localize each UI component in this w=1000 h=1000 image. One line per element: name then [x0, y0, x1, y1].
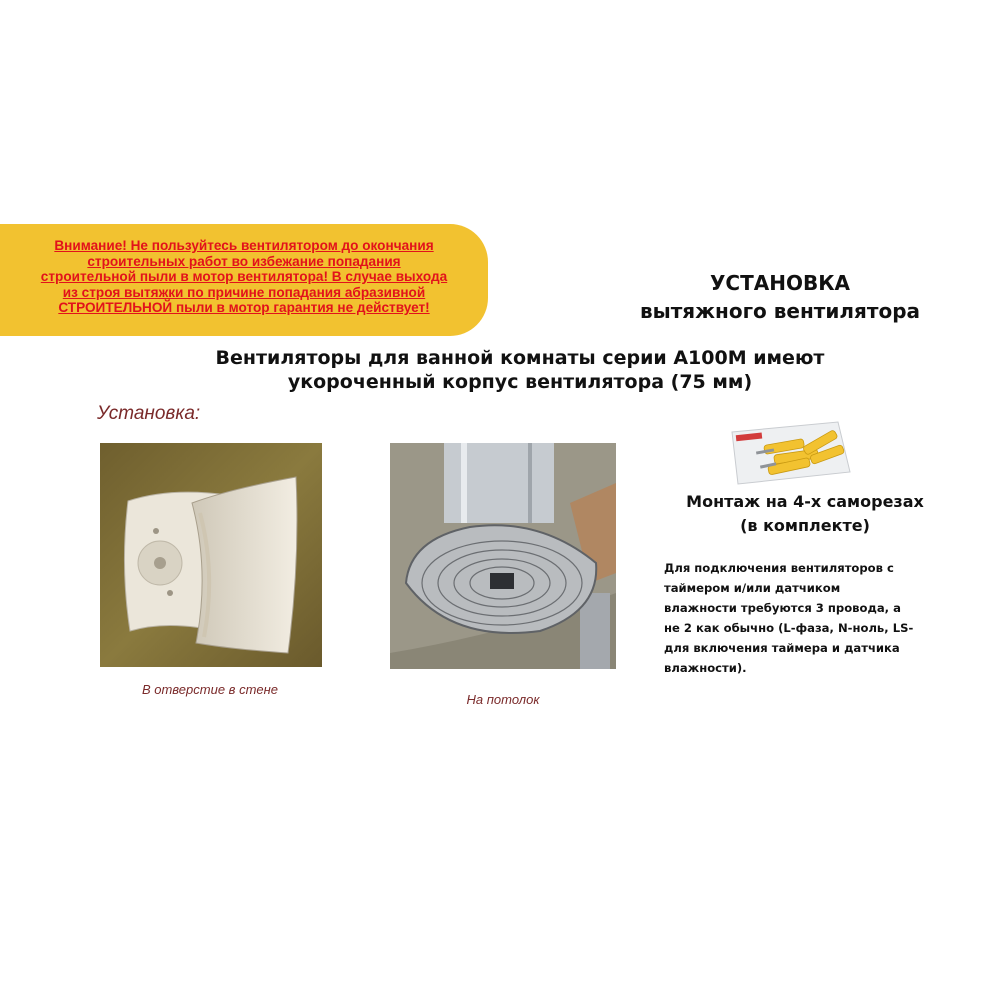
mounting-line: Монтаж на 4-х саморезах: [686, 492, 924, 511]
warning-line: СТРОИТЕЛЬНОЙ пыли в мотор гарантия не действует!: [58, 300, 430, 316]
warning-line: Внимание! Не пользуйтесь вентилятором до окончания: [54, 238, 434, 253]
wiring-line: влажности).: [664, 661, 747, 675]
warning-line: строительных работ во избежание попадания: [87, 253, 401, 269]
mounting-line: (в комплекте): [740, 516, 870, 535]
wiring-line: влажности требуются 3 провода, а: [664, 601, 901, 615]
wiring-line: для включения таймера и датчика: [664, 641, 900, 655]
warning-text: [6, 238, 482, 316]
page-title: УСТАНОВКА: [709, 271, 851, 295]
screws-bag-image: [728, 420, 852, 486]
wall-install-caption: В отверстие в стене: [141, 682, 279, 697]
wiring-line: не 2 как обычно (L-фаза, N-ноль, LS-: [664, 621, 914, 635]
ceiling-install-photo: [390, 443, 616, 669]
wall-install-photo: [100, 443, 322, 667]
series-note: [100, 346, 940, 394]
wiring-line: Для подключения вентиляторов с: [664, 561, 894, 575]
installation-label: Установка:: [97, 403, 201, 424]
page-title-sub: вытяжного вентилятора: [639, 299, 921, 323]
warning-line: строительной пыли в мотор вентилятора! В случае выхода: [40, 269, 448, 285]
mounting-info: [660, 490, 950, 538]
series-note-line: укороченный корпус вентилятора (75 мм): [287, 371, 753, 393]
ceiling-install-caption: На потолок: [466, 692, 540, 707]
wiring-line: таймером и/или датчиком: [664, 581, 841, 595]
series-note-line: Вентиляторы для ванной комнаты серии A100M имеют: [215, 347, 825, 369]
warning-line: из строя вытяжки по причине попадания абразивной: [62, 284, 426, 300]
wiring-info: [664, 558, 940, 678]
